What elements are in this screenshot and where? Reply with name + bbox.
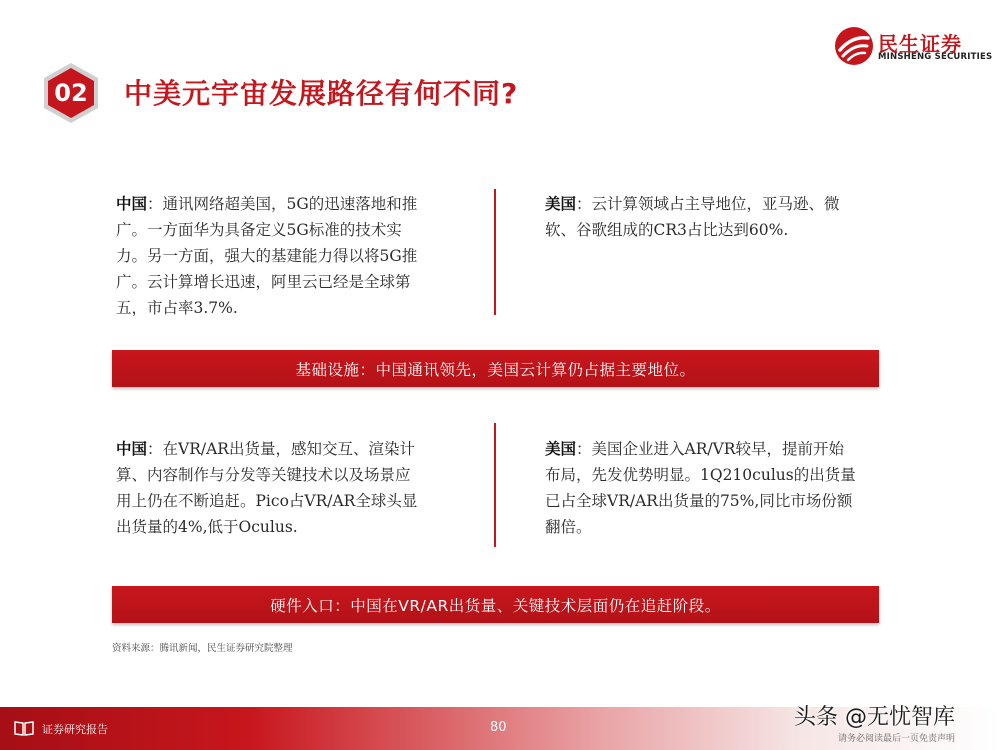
page-number: 80 [490,720,507,735]
hardware-summary-banner: 硬件入口：中国在VR/AR出货量、关键技术层面仍在追赶阶段。 [112,586,879,623]
page-title: 中美元宇宙发展路径有何不同? [124,77,519,110]
infra-usa-text: 美国：云计算领域占主导地位，亚马逊、微 软、谷歌组成的CR3占比达到60%. [545,195,840,239]
footer-label: 证券研究报告 [42,723,108,736]
section-badge [38,60,104,126]
divider-line [494,189,496,315]
divider-line [494,423,496,547]
hardware-china-text: 中国：在VR/AR出货量，感知交互、渲染计 算、内容制作与分发等关键技术以及场景应 用上仍在不断追赶。Pico占VR/AR全球头显 出货量的4%,低于Oculus. [116,440,418,536]
disclaimer-text: 请务必阅读最后一页免责声明 [838,734,956,744]
logo-text-cn: 民生证券 [878,32,962,56]
minsheng-logo-icon [834,26,874,66]
hardware-usa-text: 美国：美国企业进入AR/VR较早，提前开始 布局，先发优势明显。1Q210culus的出货量 已占全球VR/AR出货量的75%,同比市场份额 翻倍。 [545,440,856,536]
section-number: 02 [54,79,88,107]
infra-china-text: 中国：通讯网络超美国，5G的迅速落地和推 广。一方面华为具备定义5G标准的技术实 力。另一方面，强大的基建能力得以将5G推 广。云计算增长迅速，阿里云已经是全球第 五，市占率3.7%. [116,195,418,317]
infra-summary-banner: 基础设施：中国通讯领先，美国云计算仍占据主要地位。 [112,350,879,387]
usa-label: 美国 [545,195,577,213]
logo-text-en: MINSHENG SECURITIES [878,52,993,62]
china-label: 中国 [116,440,148,458]
company-logo [834,26,993,66]
watermark-text: 头条 @无忧智库 [794,705,955,730]
source-note: 资料来源：腾讯新闻，民生证券研究院整理 [112,643,293,654]
china-label: 中国 [116,195,148,213]
usa-label: 美国 [545,440,577,458]
book-icon [14,720,34,736]
